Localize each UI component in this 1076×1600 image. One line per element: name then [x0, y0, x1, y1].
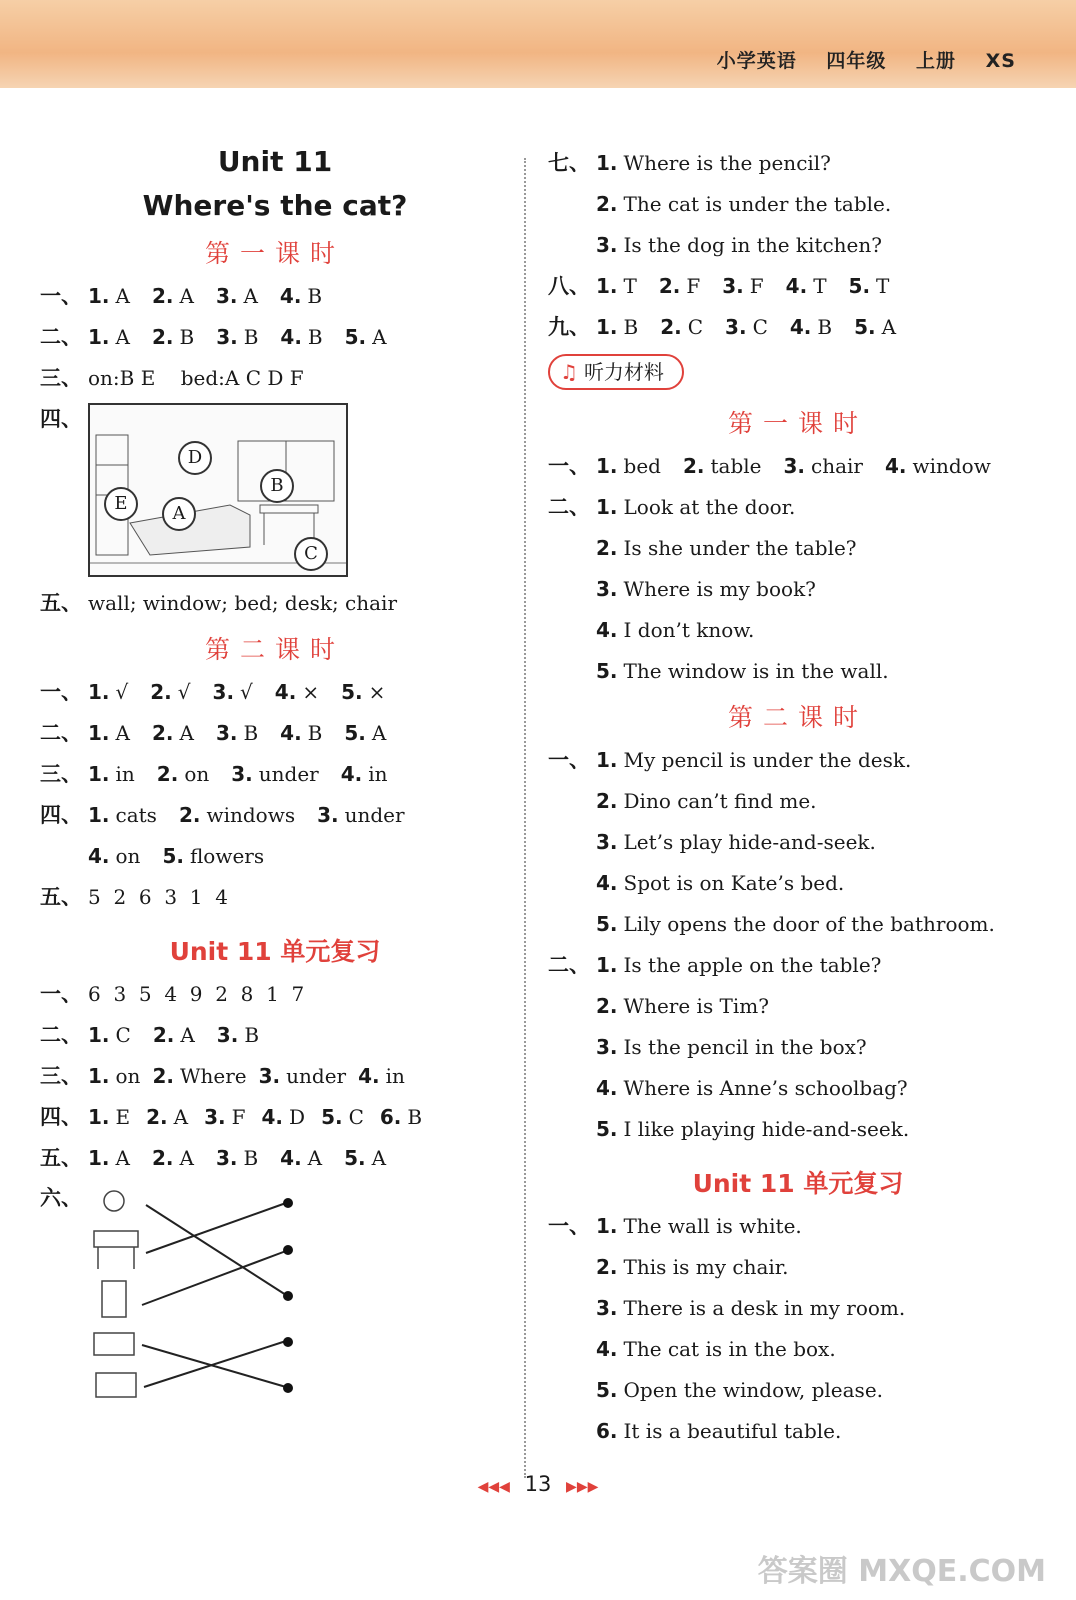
answer-item: 3. A	[215, 284, 258, 308]
label-b: B	[260, 469, 294, 503]
answer-row: 一、 1. The wall is white.	[548, 1206, 1048, 1247]
label-e: E	[104, 487, 138, 521]
question-number: 七、	[548, 151, 590, 175]
lesson-1-title: 第一课时	[727, 409, 868, 438]
question-number: 四、	[40, 407, 82, 431]
answer-row	[40, 583, 510, 624]
left-column	[40, 140, 510, 1413]
page-footer	[0, 1472, 1076, 1496]
question-number: 三、	[40, 1064, 82, 1088]
question-number: 三、	[40, 366, 82, 390]
answer-row: 5. Open the window, please.	[596, 1378, 884, 1402]
label-a: A	[162, 497, 196, 531]
unit-title: Where's the cat?	[142, 189, 408, 222]
matching-exercise	[40, 1183, 460, 1413]
answer-row: 4. I don’t know.	[596, 618, 755, 642]
answer-row: 3. Let’s play hide-and-seek.	[596, 830, 876, 854]
next-arrows-icon: ▶▶▶	[566, 1479, 599, 1495]
chair-picture	[102, 1281, 126, 1317]
answer-row: 4. Where is Anne’s schoolbag?	[596, 1076, 908, 1100]
question-number: 五、	[40, 885, 82, 909]
answer-row: 二、 1. Look at the door.	[548, 487, 1048, 528]
answer-row	[40, 317, 510, 358]
volume: 上册	[916, 50, 957, 72]
answer-row: 3. Is the pencil in the box?	[596, 1035, 867, 1059]
answer-row: 5. I like playing hide-and-seek.	[596, 1117, 910, 1141]
answer-row	[40, 276, 510, 317]
watermark: 答案圈 MXQE.COM	[757, 1554, 1046, 1589]
label-d: D	[178, 441, 212, 475]
bed-picture	[94, 1333, 134, 1355]
answer-row: 6. It is a beautiful table.	[596, 1419, 842, 1443]
answer-row: 3. There is a desk in my room.	[596, 1296, 906, 1320]
matching-lines	[40, 1183, 460, 1413]
question-number: 一、	[40, 982, 82, 1006]
label-c: C	[294, 537, 328, 571]
question-number: 一、	[548, 1214, 590, 1238]
answer-row: 二、 1. A 2. A 3. B 4. B 5. A	[40, 713, 510, 754]
answer-row: 4. Spot is on Kate’s bed.	[596, 871, 845, 895]
answer-row: 一、 1. My pencil is under the desk.	[548, 740, 1048, 781]
review-title: Unit 11 单元复习	[692, 1169, 904, 1198]
prev-arrows-icon: ◀◀◀	[477, 1479, 510, 1495]
answer-row: 三、 1. on 2. Where 3. under 4. in	[40, 1056, 510, 1097]
right-column	[548, 143, 1048, 1452]
answer-item: 3. B	[216, 325, 259, 349]
question-number: 一、	[40, 680, 82, 704]
lesson-2-title: 第二课时	[204, 635, 345, 664]
answer-row: 四、 1. cats 2. windows 3. under	[40, 795, 510, 836]
page-number: 13	[524, 1472, 552, 1496]
subject: 小学英语	[716, 50, 797, 72]
answer-row: 四、 1. E 2. A 3. F 4. D 5. C 6. B	[40, 1097, 510, 1138]
answer-text: on:B E bed:A C D F	[88, 366, 304, 390]
question-number: 三、	[40, 762, 82, 786]
answer-text: 6 3 5 4 9 2 8 1 7	[88, 982, 305, 1006]
answer-row: 一、 1. bed 2. table 3. chair 4. window	[548, 446, 1048, 487]
answer-row: 八、 1. T 2. F 3. F 4. T 5. T	[548, 266, 1048, 307]
question-number: 一、	[548, 748, 590, 772]
question-number: 一、	[40, 284, 82, 308]
answer-row: 2. Is she under the table?	[596, 536, 857, 560]
review-title: Unit 11 单元复习	[169, 937, 381, 966]
edition: XS	[985, 50, 1016, 72]
answer-row: 3. Where is my book?	[596, 577, 816, 601]
table-picture	[94, 1231, 138, 1247]
question-number: 八、	[548, 274, 590, 298]
answer-text: wall; window; bed; desk; chair	[88, 591, 398, 615]
question-number: 六、	[40, 1186, 82, 1210]
question-number: 五、	[40, 1146, 82, 1170]
book-info	[695, 46, 1016, 73]
lesson-2-title: 第二课时	[727, 703, 868, 732]
answer-row: 二、 1. Is the apple on the table?	[548, 945, 1048, 986]
question-number: 九、	[548, 315, 590, 339]
answer-item: 2. B	[151, 325, 195, 349]
question-number: 四、	[40, 1105, 82, 1129]
cat-picture	[104, 1191, 124, 1211]
answer-row: 5. Lily opens the door of the bathroom.	[596, 912, 995, 936]
question-number: 一、	[548, 454, 590, 478]
answer-row: 4. on 5. flowers	[88, 844, 265, 868]
answer-row: 2. The cat is under the table.	[596, 192, 892, 216]
answer-row: 2. Dino can’t find me.	[596, 789, 817, 813]
column-divider	[524, 158, 526, 1478]
lesson-1-title: 第一课时	[204, 239, 345, 268]
answer-row: 一、 1. √ 2. √ 3. √ 4. × 5. ×	[40, 672, 510, 713]
answer-row: 二、 1. C 2. A 3. B	[40, 1015, 510, 1056]
question-number: 五、	[40, 591, 82, 615]
header-banner	[0, 0, 1076, 88]
answer-row: 2. Where is Tim?	[596, 994, 769, 1018]
answer-row	[40, 877, 510, 918]
answer-row: 九、 1. B 2. C 3. C 4. B 5. A	[548, 307, 1048, 348]
answer-item: 1. A	[88, 325, 130, 349]
answer-item: 1. A	[88, 284, 130, 308]
answer-item: 5. A	[344, 325, 387, 349]
answer-row: 2. This is my chair.	[596, 1255, 789, 1279]
grade: 四年级	[826, 50, 887, 72]
answer-row: 4. The cat is in the box.	[596, 1337, 836, 1361]
answer-item: 4. B	[280, 325, 323, 349]
room-illustration	[88, 403, 348, 577]
answer-item: 2. A	[151, 284, 194, 308]
question-number: 四、	[40, 803, 82, 827]
answer-row	[40, 974, 510, 1015]
question-number: 二、	[40, 325, 82, 349]
listening-material-tag: ♫ 听力材料	[548, 354, 684, 390]
answer-row: 三、 1. in 2. on 3. under 4. in	[40, 754, 510, 795]
question-number: 二、	[40, 1023, 82, 1047]
question-number: 二、	[548, 953, 590, 977]
headphone-icon: ♫	[560, 360, 578, 384]
answer-row: 5. The window is in the wall.	[596, 659, 889, 683]
answer-row: 七、 1. Where is the pencil?	[548, 143, 1048, 184]
question-number: 二、	[548, 495, 590, 519]
answer-row: 五、 1. A 2. A 3. B 4. A 5. A	[40, 1138, 510, 1179]
answer-text: 5 2 6 3 1 4	[88, 885, 228, 909]
answer-item: 4. B	[279, 284, 323, 308]
unit-number: Unit 11	[217, 145, 333, 178]
answer-row: 3. Is the dog in the kitchen?	[596, 233, 882, 257]
answer-row	[40, 358, 510, 399]
question-number: 二、	[40, 721, 82, 745]
box-picture	[96, 1373, 136, 1397]
